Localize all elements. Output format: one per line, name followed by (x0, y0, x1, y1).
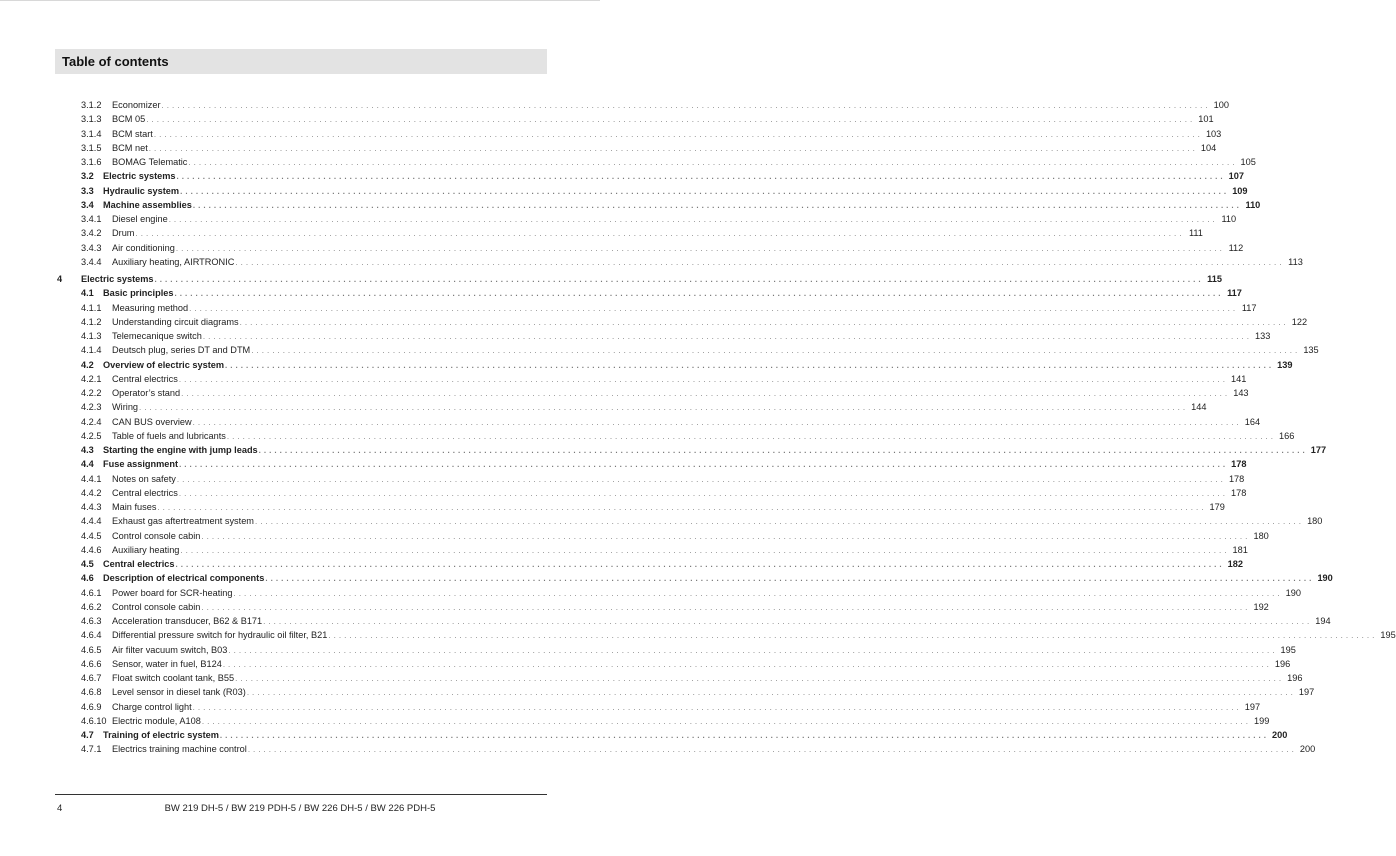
toc-entry-title: Basic principles (103, 288, 174, 299)
toc-dot-leader: . . . . . . . . . . . . . . . . . . . . . . . . . . . . . . . . . . . . . . . . . . . . . . . . . . . . . . . . . . . . . . . . . . . . . . . . . . . . . . . . . . . . . . . . . . . . . . . . . . . . . . . . . . . . . . . . . . . . . . . . . . . . . . . . . . . . . . . . . . . . . . . . . . . . . . . . . . . . . . . . . . . . . . . . . . . . . . . . . . . . . . . . . . . . . . . . . . . . . . . . (153, 129, 1201, 139)
toc-dot-leader: . . . . . . . . . . . . . . . . . . . . . . . . . . . . . . . . . . . . . . . . . . . . . . . . . . . . . . . . . . . . . . . . . . . . . . . . . . . . . . . . . . . . . . . . . . . . . . . . . . . . . . . . . . . . . . . . . . . . . . . . . . . . . . . . . . . . . . . . . . . . . . . . . . . . . . . . . . . . . . . . . . . . . . . . . . . . . . . . . . . . . . . . . . . . . . . . . . . . . . . . (192, 702, 1240, 712)
toc-entry-title: Level sensor in diesel tank (R03) (112, 687, 246, 698)
toc-entry-title: Float switch coolant tank, B55 (112, 673, 235, 683)
toc-entry[interactable] (0, 472, 1245, 486)
toc-entry-page: 122 (1291, 316, 1308, 327)
toc-dot-leader: . . . . . . . . . . . . . . . . . . . . . . . . . . . . . . . . . . . . . . . . . . . . . . . . . . . . . . . . . . . . . . . . . . . . . . . . . . . . . . . . . . . . . . . . . . . . . . . . . . . . . . . . . . . . . . . . . . . . . . . . . . . . . . . . . . . . . . . . . . . . . . . . . . . . . . . . . . . . . . . . . . . . . . . . . . . . . . . . . . . . . . . . . . . . . . . . . . . . . . . . (228, 645, 1275, 655)
toc-dot-leader: . . . . . . . . . . . . . . . . . . . . . . . . . . . . . . . . . . . . . . . . . . . . . . . . . . . . . . . . . . . . . . . . . . . . . . . . . . . . . . . . . . . . . . . . . . . . . . . . . . . . . . . . . . . . . . . . . . . . . . . . . . . . . . . . . . . . . . . . . . . . . . . . . . . . . . . . . . . . . . . . . . . . . . . . . . . . . . . . . . . . . . . . . . . . . . . . . . . . . . . . (148, 143, 1196, 153)
toc-entry[interactable] (0, 728, 1288, 742)
toc-entry[interactable] (0, 155, 1256, 169)
toc-dot-leader: . . . . . . . . . . . . . . . . . . . . . . . . . . . . . . . . . . . . . . . . . . . . . . . . . . . . . . . . . . . . . . . . . . . . . . . . . . . . . . . . . . . . . . . . . . . . . . . . . . . . . . . . . . . . . . . . . . . . . . . . . . . . . . . . . . . . . . . . . . . . . . . . . . . . . . . . . . . . . . . . . . . . . . . . . . . . . . . . . . . . . . . . . . . . . . . . . . . . . . . . (181, 389, 1228, 398)
toc-entry-title: Auxiliary heating, AIRTRONIC (112, 256, 235, 267)
toc-dot-leader: . . . . . . . . . . . . . . . . . . . . . . . . . . . . . . . . . . . . . . . . . . . . . . . . . . . . . . . . . . . . . . . . . . . . . . . . . . . . . . . . . . . . . . . . . . . . . . . . . . . . . . . . . . . . . . . . . . . . . . . . . . . . . . . . . . . . . . . . . . . . . . . . . . . . . . . . . . . . . . . . . . . . . . . . . . . . . . . . . . . . . . . . . . . . . . . . . . . . . . . . (176, 172, 1223, 182)
toc-entry-line (112, 329, 1271, 344)
toc-entry-number: 4.2.4 (81, 416, 102, 427)
toc-entry-line (112, 212, 1237, 227)
toc-entry-number: 4.6.6 (81, 658, 102, 669)
toc-entry[interactable] (0, 429, 1295, 443)
toc-entry-page: 111 (1188, 228, 1203, 239)
toc-entry-page: 166 (1279, 430, 1295, 441)
toc-entry-number: 4.4 (81, 459, 94, 470)
toc-dot-leader: . . . . . . . . . . . . . . . . . . . . . . . . . . . . . . . . . . . . . . . . . . . . . . . . . . . . . . . . . . . . . . . . . . . . . . . . . . . . . . . . . . . . . . . . . . . . . . . . . . . . . . . . . . . . . . . . . . . . . . . . . . . . . . . . . . . . . . . . . . . . . . . . . . . . . . . . . . . . . . . . . . . . . . . . . . . . . . . . . . . . . . . . . . . . . . . . . . . . . . . . (225, 360, 1272, 370)
toc-entry-number: 3.1.6 (81, 157, 102, 167)
toc-entry-number: 4.6.9 (81, 701, 102, 712)
toc-entry[interactable] (0, 415, 1261, 429)
toc-entry[interactable] (0, 301, 1257, 315)
toc-entry-number: 4.6.3 (81, 616, 102, 626)
toc-entry-number: 4.6.1 (81, 587, 102, 598)
toc-entry-line (81, 272, 1222, 287)
toc-entry-page: 101 (1198, 114, 1214, 125)
toc-entry-line (103, 571, 1333, 586)
toc-dot-leader: . . . . . . . . . . . . . . . . . . . . . . . . . . . . . . . . . . . . . . . . . . . . . . . . . . . . . . . . . . . . . . . . . . . . . . . . . . . . . . . . . . . . . . . . . . . . . . . . . . . . . . . . . . . . . . . . . . . . . . . . . . . . . . . . . . . . . . . . . . . . . . . . . . . . . . . . . . . . . . . . . . . . . . . . . . . . . . . . . . . . . . . . . . . . . . . . . . . . . . . . (175, 560, 1222, 569)
toc-entry-title: Fuse assignment (103, 459, 179, 470)
toc-entry-number: 4.1.3 (81, 331, 102, 341)
toc-entry-title: BOMAG Telematic (112, 157, 188, 167)
toc-entry-title: Hydraulic system (103, 185, 180, 196)
toc-entry-page: 110 (1221, 214, 1237, 224)
toc-entry[interactable] (0, 700, 1261, 714)
toc-entry-line (112, 98, 1229, 113)
toc-entry-page: 178 (1228, 473, 1245, 484)
toc-entry-page: 107 (1228, 171, 1244, 182)
toc-entry-line (112, 386, 1249, 401)
toc-entry[interactable] (0, 212, 1237, 226)
toc-entry-title: Notes on safety (112, 473, 176, 484)
toc-entry-line (112, 400, 1207, 415)
toc-entry-page: 117 (1241, 302, 1257, 313)
toc-entry-page: 144 (1191, 402, 1207, 413)
toc-entry[interactable] (0, 571, 1333, 585)
toc-entry-line (103, 286, 1242, 301)
toc-entry-title: Starting the engine with jump leads (103, 445, 258, 455)
toc-entry[interactable] (0, 657, 1291, 671)
footer-page-number: 4 (57, 803, 63, 814)
toc-entry-line (112, 241, 1244, 256)
toc-entry-page: 195 (1280, 644, 1296, 655)
toc-entry-line (103, 169, 1244, 184)
toc-entry-title: Wiring (112, 402, 139, 413)
toc-entry-title: Overview of electric system (103, 359, 225, 370)
toc-entry-number: 4.6.7 (81, 673, 102, 683)
toc-entry-line (112, 543, 1248, 558)
toc-dot-leader: . . . . . . . . . . . . . . . . . . . . . . . . . . . . . . . . . . . . . . . . . . . . . . . . . . . . . . . . . . . . . . . . . . . . . . . . . . . . . . . . . . . . . . . . . . . . . . . . . . . . . . . . . . . . . . . . . . . . . . . . . . . . . . . . . . . . . . . . . . . . . . . . . . . . . . . . . . . . . . . . . . . . . . . . . . . . . . . . . . . . . . . . . . . . . . . . . . . . . . . . (235, 674, 1282, 683)
toc-entry-number: 4.2.1 (81, 373, 102, 384)
toc-entry[interactable] (0, 372, 1247, 386)
toc-entry-number: 4.2.2 (81, 388, 102, 398)
toc-entry-line (112, 514, 1323, 529)
toc-dot-leader: . . . . . . . . . . . . . . . . . . . . . . . . . . . . . . . . . . . . . . . . . . . . . . . . . . . . . . . . . . . . . . . . . . . . . . . . . . . . . . . . . . . . . . . . . . . . . . . . . . . . . . . . . . . . . . . . . . . . . . . . . . . . . . . . . . . . . . . . . . . . . . . . . . . . . . . . . . . . . . . . . . . . . . . . . . . . . . . . . . . . . . . . . . . . . . . . . . . . . . . . (179, 460, 1226, 470)
toc-entry-page: 200 (1299, 744, 1316, 755)
toc-entry-title: Operator’s stand (112, 388, 181, 398)
toc-entry-title: Central electrics (103, 559, 175, 569)
toc-entry-page: 197 (1298, 687, 1315, 698)
toc-entry-page: 194 (1315, 616, 1331, 626)
toc-entry-number: 3.4.3 (81, 242, 102, 253)
toc-entry[interactable] (0, 272, 1222, 286)
toc-entry[interactable] (0, 255, 1303, 269)
toc-entry[interactable] (0, 600, 1269, 614)
table-of-contents (0, 98, 1396, 757)
toc-entry-page: 133 (1254, 331, 1271, 341)
toc-entry-line (112, 714, 1270, 729)
toc-dot-leader: . . . . . . . . . . . . . . . . . . . . . . . . . . . . . . . . . . . . . . . . . . . . . . . . . . . . . . . . . . . . . . . . . . . . . . . . . . . . . . . . . . . . . . . . . . . . . . . . . . . . . . . . . . . . . . . . . . . . . . . . . . . . . . . . . . . . . . . . . . . . . . . . . . . . . . . . . . . . . . . . . . . . . . . . . . . . . . . . . . . . . . . . . . . . . . . . . . . . . . . . (202, 332, 1250, 341)
toc-entry[interactable] (0, 141, 1217, 155)
toc-entry[interactable] (0, 643, 1296, 657)
toc-entry-line (103, 557, 1243, 572)
toc-dot-leader: . . . . . . . . . . . . . . . . . . . . . . . . . . . . . . . . . . . . . . . . . . . . . . . . . . . . . . . . . . . . . . . . . . . . . . . . . . . . . . . . . . . . . . . . . . . . . . . . . . . . . . . . . . . . . . . . . . . . . . . . . . . . . . . . . . . . . . . . . . . . . . . . . . . . . . . . . . . . . . . . . . . . . . . . . . . . . . . . . . . . . . . . . . . . . . . . . . . . . . . . (201, 531, 1248, 541)
toc-dot-leader: . . . . . . . . . . . . . . . . . . . . . . . . . . . . . . . . . . . . . . . . . . . . . . . . . . . . . . . . . . . . . . . . . . . . . . . . . . . . . . . . . . . . . . . . . . . . . . . . . . . . . . . . . . . . . . . . . . . . . . . . . . . . . . . . . . . . . . . . . . . . . . . . . . . . . . . . . . . . . . . . . . . . . . . . . . . . . . . . . . . . . . . . . . . . . . . . . . . . . . . . (233, 588, 1280, 598)
toc-entry-line (103, 443, 1327, 458)
toc-entry-number: 4.7.1 (81, 744, 102, 755)
toc-entry-page: 103 (1205, 128, 1222, 139)
toc-entry-number: 4.6 (81, 573, 94, 584)
toc-entry-title: Air filter vacuum switch, B03 (112, 644, 228, 655)
toc-entry-number: 4.2 (81, 359, 94, 370)
toc-entry[interactable] (0, 671, 1303, 685)
toc-entry-page: 105 (1240, 157, 1256, 167)
toc-entry-page: 178 (1230, 487, 1247, 498)
toc-entry-title: Drum (112, 228, 135, 239)
toc-entry[interactable] (0, 586, 1301, 600)
toc-dot-leader: . . . . . . . . . . . . . . . . . . . . . . . . . . . . . . . . . . . . . . . . . . . . . . . . . . . . . . . . . . . . . . . . . . . . . . . . . . . . . . . . . . . . . . . . . . . . . . . . . . . . . . . . . . . . . . . . . . . . . . . . . . . . . . . . . . . . . . . . . . . . . . . . . . . . . . . . . . . . . . . . . . . . . . . . . . . . . . . . . . . . . . . . . . . . . . . . . . . . . . . . (222, 659, 1270, 669)
toc-dot-leader: . . . . . . . . . . . . . . . . . . . . . . . . . . . . . . . . . . . . . . . . . . . . . . . . . . . . . . . . . . . . . . . . . . . . . . . . . . . . . . . . . . . . . . . . . . . . . . . . . . . . . . . . . . . . . . . . . . . . . . . . . . . . . . . . . . . . . . . . . . . . . . . . . . . . . . . . . . . . . . . . . . . . . . . . . . . . . . . . . . . . . . . . . . . . . . . . . . . . . . . . (135, 229, 1182, 239)
footer-model-list: BW 219 DH-5 / BW 219 PDH-5 / BW 226 DH-5 / BW 226 PDH-5 (164, 803, 436, 814)
toc-entry[interactable] (0, 386, 1249, 400)
toc-entry[interactable] (0, 400, 1207, 414)
toc-dot-leader: . . . . . . . . . . . . . . . . . . . . . . . . . . . . . . . . . . . . . . . . . . . . . . . . . . . . . . . . . . . . . . . . . . . . . . . . . . . . . . . . . . . . . . . . . . . . . . . . . . . . . . . . . . . . . . . . . . . . . . . . . . . . . . . . . . . . . . . . . . . . . . . . . . . . . . . . . . . . . . . . . . . . . . . . . . . . . . . . . . . . . . . . . . . . . . . . . . . . . . . . (178, 374, 1226, 384)
toc-entry-number: 4.4.5 (81, 530, 102, 541)
toc-entry-page: 196 (1274, 658, 1291, 669)
toc-dot-leader: . . . . . . . . . . . . . . . . . . . . . . . . . . . . . . . . . . . . . . . . . . . . . . . . . . . . . . . . . . . . . . . . . . . . . . . . . . . . . . . . . . . . . . . . . . . . . . . . . . . . . . . . . . . . . . . . . . . . . . . . . . . . . . . . . . . . . . . . . . . . . . . . . . . . . . . . . . . . . . . . . . . . . . . . . . . . . . . . . . . . . . . . . . . . . . . . . . . . . . . . (201, 716, 1249, 726)
toc-entry-number: 4.6.10 (81, 715, 107, 726)
page-title (55, 49, 547, 74)
toc-entry-line (112, 372, 1247, 387)
toc-dot-leader: . . . . . . . . . . . . . . . . . . . . . . . . . . . . . . . . . . . . . . . . . . . . . . . . . . . . . . . . . . . . . . . . . . . . . . . . . . . . . . . . . . . . . . . . . . . . . . . . . . . . . . . . . . . . . . . . . . . . . . . . . . . . . . . . . . . . . . . . . . . . . . . . . . . . . . . . . . . . . . . . . . . . . . . . . . . . . . . . . . . . . . . . . . . . . . . . . . . . . . . . (178, 488, 1226, 498)
toc-dot-leader: . . . . . . . . . . . . . . . . . . . . . . . . . . . . . . . . . . . . . . . . . . . . . . . . . . . . . . . . . . . . . . . . . . . . . . . . . . . . . . . . . . . . . . . . . . . . . . . . . . . . . . . . . . . . . . . . . . . . . . . . . . . . . . . . . . . . . . . . . . . . . . . . . . . . . . . . . . . . . . . . . . . . . . . . . . . . . . . . . . . . . . . . . . . . . . . . . . . . . . . . (265, 574, 1312, 584)
toc-dot-leader: . . . . . . . . . . . . . . . . . . . . . . . . . . . . . . . . . . . . . . . . . . . . . . . . . . . . . . . . . . . . . . . . . . . . . . . . . . . . . . . . . . . . . . . . . . . . . . . . . . . . . . . . . . . . . . . . . . . . . . . . . . . . . . . . . . . . . . . . . . . . . . . . . . . . . . . . . . . . . . . . . . . . . . . . . . . . . . . . . . . . . . . . . . . . . . . . . . . . . . . . (258, 446, 1306, 455)
toc-entry-number: 4.6.2 (81, 601, 102, 612)
toc-entry-page: 139 (1277, 359, 1293, 370)
toc-entry-title: Electrics training machine control (112, 744, 247, 755)
toc-dot-leader: . . . . . . . . . . . . . . . . . . . . . . . . . . . . . . . . . . . . . . . . . . . . . . . . . . . . . . . . . . . . . . . . . . . . . . . . . . . . . . . . . . . . . . . . . . . . . . . . . . . . . . . . . . . . . . . . . . . . . . . . . . . . . . . . . . . . . . . . . . . . . . . . . . . . . . . . . . . . . . . . . . . . . . . . . . . . . . . . . . . . . . . . . . . . . . . . . . . . . . . . (176, 474, 1224, 484)
toc-dot-leader: . . . . . . . . . . . . . . . . . . . . . . . . . . . . . . . . . . . . . . . . . . . . . . . . . . . . . . . . . . . . . . . . . . . . . . . . . . . . . . . . . . . . . . . . . . . . . . . . . . . . . . . . . . . . . . . . . . . . . . . . . . . . . . . . . . . . . . . . . . . . . . . . . . . . . . . . . . . . . . . . . . . . . . . . . . . . . . . . . . . . . . . . . . . . . . . . . . . . . . . . (201, 602, 1248, 612)
toc-entry-number: 4.4.6 (81, 544, 102, 555)
toc-entry-line (112, 141, 1217, 156)
toc-entry-page: 190 (1317, 573, 1333, 584)
toc-entry[interactable] (0, 226, 1203, 240)
toc-entry-number: 3.4.2 (81, 228, 102, 239)
toc-entry-number: 3.3 (81, 185, 94, 196)
toc-entry-line (112, 685, 1315, 700)
toc-entry[interactable] (0, 184, 1248, 198)
toc-entry[interactable] (0, 329, 1271, 343)
toc-entry[interactable] (0, 685, 1315, 699)
toc-entry-line (112, 700, 1261, 715)
toc-entry-line (112, 586, 1301, 601)
toc-entry-page: 190 (1285, 587, 1301, 598)
toc-entry[interactable] (0, 358, 1293, 372)
toc-entry[interactable] (0, 198, 1261, 212)
toc-entry-line (112, 415, 1261, 430)
toc-entry-page: 109 (1232, 185, 1248, 196)
toc-entry[interactable] (0, 543, 1248, 557)
toc-entry[interactable] (0, 443, 1327, 457)
toc-entry-line (112, 600, 1269, 615)
toc-entry-line (112, 155, 1256, 170)
toc-entry-number: 4.6.8 (81, 687, 102, 698)
toc-entry-line (112, 486, 1247, 501)
toc-entry[interactable] (0, 343, 1319, 357)
toc-entry-page: 104 (1200, 142, 1217, 153)
toc-entry-title: Economizer (112, 100, 161, 110)
toc-entry[interactable] (0, 500, 1225, 514)
toc-entry-line (112, 628, 1396, 643)
toc-entry-page: 196 (1287, 673, 1303, 683)
toc-entry-line (112, 614, 1331, 629)
toc-entry-title: Telemecanique switch (112, 331, 202, 341)
toc-entry[interactable] (0, 457, 1247, 471)
toc-entry-page: 177 (1310, 445, 1327, 455)
page-title-text: Table of contents (62, 54, 169, 69)
toc-dot-leader: . . . . . . . . . . . . . . . . . . . . . . . . . . . . . . . . . . . . . . . . . . . . . . . . . . . . . . . . . . . . . . . . . . . . . . . . . . . . . . . . . . . . . . . . . . . . . . . . . . . . . . . . . . . . . . . . . . . . . . . . . . . . . . . . . . . . . . . . . . . . . . . . . . . . . . . . . . . . . . . . . . . . . . . . . . . . . . . . . . . . . . . . . . . . . . . . . . . . . . . . (251, 346, 1298, 356)
toc-entry[interactable] (0, 98, 1229, 112)
toc-entry-title: Deutsch plug, series DT and DTM (112, 345, 251, 356)
toc-dot-leader: . . . . . . . . . . . . . . . . . . . . . . . . . . . . . . . . . . . . . . . . . . . . . . . . . . . . . . . . . . . . . . . . . . . . . . . . . . . . . . . . . . . . . . . . . . . . . . . . . . . . . . . . . . . . . . . . . . . . . . . . . . . . . . . . . . . . . . . . . . . . . . . . . . . . . . . . . . . . . . . . . . . . . . . . . . . . . . . . . . . . . . . . . . . . . . . . . . . . . . . . (328, 631, 1375, 641)
toc-dot-leader: . . . . . . . . . . . . . . . . . . . . . . . . . . . . . . . . . . . . . . . . . . . . . . . . . . . . . . . . . . . . . . . . . . . . . . . . . . . . . . . . . . . . . . . . . . . . . . . . . . . . . . . . . . . . . . . . . . . . . . . . . . . . . . . . . . . . . . . . . . . . . . . . . . . . . . . . . . . . . . . . . . . . . . . . . . . . . . . . . . . . . . . . . . . . . . . . . . . . . . . . (192, 417, 1240, 427)
toc-entry-number: 3.2 (81, 171, 94, 182)
toc-dot-leader: . . . . . . . . . . . . . . . . . . . . . . . . . . . . . . . . . . . . . . . . . . . . . . . . . . . . . . . . . . . . . . . . . . . . . . . . . . . . . . . . . . . . . . . . . . . . . . . . . . . . . . . . . . . . . . . . . . . . . . . . . . . . . . . . . . . . . . . . . . . . . . . . . . . . . . . . . . . . . . . . . . . . . . . . . . . . . . . . . . . . . . . . . . . . . . . . . . . . . . . . (180, 545, 1227, 555)
toc-entry-page: 199 (1253, 715, 1270, 726)
toc-entry-page: 178 (1231, 459, 1247, 470)
toc-entry-page: 110 (1245, 199, 1261, 210)
toc-entry-page: 181 (1232, 544, 1248, 555)
toc-entry-title: Training of electric system (103, 730, 219, 740)
toc-entry-number: 4.4.4 (81, 516, 102, 527)
toc-entry-title: Acceleration transducer, B62 & B171 (112, 616, 263, 626)
footer-divider (55, 794, 547, 795)
toc-dot-leader: . . . . . . . . . . . . . . . . . . . . . . . . . . . . . . . . . . . . . . . . . . . . . . . . . . . . . . . . . . . . . . . . . . . . . . . . . . . . . . . . . . . . . . . . . . . . . . . . . . . . . . . . . . . . . . . . . . . . . . . . . . . . . . . . . . . . . . . . . . . . . . . . . . . . . . . . . . . . . . . . . . . . . . . . . . . . . . . . . . . . . . . . . . . . . . . . . . . . . . . . (188, 158, 1235, 167)
toc-entry-number: 3.1.3 (81, 114, 102, 125)
toc-dot-leader: . . . . . . . . . . . . . . . . . . . . . . . . . . . . . . . . . . . . . . . . . . . . . . . . . . . . . . . . . . . . . . . . . . . . . . . . . . . . . . . . . . . . . . . . . . . . . . . . . . . . . . . . . . . . . . . . . . . . . . . . . . . . . . . . . . . . . . . . . . . . . . . . . . . . . . . . . . . . . . . . . . . . . . . . . . . . . . . . . . . . . . . . . . . . . . . . . . . . . . . . (189, 303, 1236, 313)
toc-entry-page: 115 (1207, 274, 1222, 284)
toc-entry[interactable] (0, 529, 1269, 543)
toc-entry-number: 3.4.1 (81, 214, 102, 224)
toc-entry-title: Charge control light (112, 701, 192, 712)
toc-entry-title: CAN BUS overview (112, 416, 192, 427)
toc-entry-line (112, 315, 1308, 330)
toc-entry-number: 3.4.4 (81, 256, 102, 267)
toc-entry-line (112, 472, 1245, 487)
toc-dot-leader: . . . . . . . . . . . . . . . . . . . . . . . . . . . . . . . . . . . . . . . . . . . . . . . . . . . . . . . . . . . . . . . . . . . . . . . . . . . . . . . . . . . . . . . . . . . . . . . . . . . . . . . . . . . . . . . . . . . . . . . . . . . . . . . . . . . . . . . . . . . . . . . . . . . . . . . . . . . . . . . . . . . . . . . . . . . . . . . . . . . . . . . . . . . . . . . . . . . . . . . . (246, 688, 1294, 698)
toc-entry-line (112, 742, 1316, 757)
toc-entry-title: Exhaust gas aftertreatment system (112, 516, 254, 527)
toc-entry[interactable] (0, 557, 1243, 571)
toc-entry-line (112, 301, 1257, 316)
toc-entry-page: 113 (1288, 256, 1303, 267)
toc-entry-title: Electric systems (103, 171, 176, 182)
toc-entry-line (112, 127, 1222, 142)
toc-entry[interactable] (0, 241, 1244, 255)
toc-entry-line (103, 728, 1288, 743)
toc-entry-page: 100 (1213, 100, 1229, 110)
toc-entry-title: Understanding circuit diagrams (112, 316, 239, 327)
toc-entry-number: 4.4.3 (81, 502, 102, 512)
toc-dot-leader: . . . . . . . . . . . . . . . . . . . . . . . . . . . . . . . . . . . . . . . . . . . . . . . . . . . . . . . . . . . . . . . . . . . . . . . . . . . . . . . . . . . . . . . . . . . . . . . . . . . . . . . . . . . . . . . . . . . . . . . . . . . . . . . . . . . . . . . . . . . . . . . . . . . . . . . . . . . . . . . . . . . . . . . . . . . . . . . . . . . . . . . . . . . . . . . . . . . . . . . . (175, 243, 1223, 253)
toc-entry-line (112, 255, 1303, 270)
toc-entry[interactable] (0, 286, 1242, 300)
toc-entry-number: 3.1.4 (81, 128, 102, 139)
toc-entry-title: Machine assemblies (103, 199, 192, 210)
toc-entry[interactable] (0, 628, 1396, 642)
toc-dot-leader: . . . . . . . . . . . . . . . . . . . . . . . . . . . . . . . . . . . . . . . . . . . . . . . . . . . . . . . . . . . . . . . . . . . . . . . . . . . . . . . . . . . . . . . . . . . . . . . . . . . . . . . . . . . . . . . . . . . . . . . . . . . . . . . . . . . . . . . . . . . . . . . . . . . . . . . . . . . . . . . . . . . . . . . . . . . . . . . . . . . . . . . . . . . . . . . . . . . . . . . . (254, 517, 1302, 527)
toc-entry-page: 164 (1244, 416, 1261, 427)
toc-entry-line (112, 226, 1203, 241)
toc-entry-title: Electric systems (81, 274, 154, 284)
toc-entry-title: Control console cabin (112, 530, 201, 541)
toc-entry-line (112, 529, 1269, 544)
toc-entry-line (112, 429, 1295, 444)
toc-entry[interactable] (0, 742, 1316, 756)
toc-entry-line (112, 500, 1225, 515)
toc-entry-page: 143 (1233, 388, 1249, 398)
toc-dot-leader: . . . . . . . . . . . . . . . . . . . . . . . . . . . . . . . . . . . . . . . . . . . . . . . . . . . . . . . . . . . . . . . . . . . . . . . . . . . . . . . . . . . . . . . . . . . . . . . . . . . . . . . . . . . . . . . . . . . . . . . . . . . . . . . . . . . . . . . . . . . . . . . . . . . . . . . . . . . . . . . . . . . . . . . . . . . . . . . . . . . . . . . . . . . . . . . . . . . . . . . . (219, 731, 1267, 740)
toc-entry-line (112, 343, 1319, 358)
toc-dot-leader: . . . . . . . . . . . . . . . . . . . . . . . . . . . . . . . . . . . . . . . . . . . . . . . . . . . . . . . . . . . . . . . . . . . . . . . . . . . . . . . . . . . . . . . . . . . . . . . . . . . . . . . . . . . . . . . . . . . . . . . . . . . . . . . . . . . . . . . . . . . . . . . . . . . . . . . . . . . . . . . . . . . . . . . . . . . . . . . . . . . . . . . . . . . . . . . . . . . . . . . . (168, 215, 1216, 224)
toc-dot-leader: . . . . . . . . . . . . . . . . . . . . . . . . . . . . . . . . . . . . . . . . . . . . . . . . . . . . . . . . . . . . . . . . . . . . . . . . . . . . . . . . . . . . . . . . . . . . . . . . . . . . . . . . . . . . . . . . . . . . . . . . . . . . . . . . . . . . . . . . . . . . . . . . . . . . . . . . . . . . . . . . . . . . . . . . . . . . . . . . . . . . . . . . . . . . . . . . . . . . . . . . (174, 289, 1221, 299)
toc-entry-number: 3.1.2 (81, 100, 102, 110)
toc-entry[interactable] (0, 315, 1308, 329)
toc-entry-title: Control console cabin (112, 601, 201, 612)
toc-entry-page: 180 (1253, 530, 1269, 541)
toc-dot-leader: . . . . . . . . . . . . . . . . . . . . . . . . . . . . . . . . . . . . . . . . . . . . . . . . . . . . . . . . . . . . . . . . . . . . . . . . . . . . . . . . . . . . . . . . . . . . . . . . . . . . . . . . . . . . . . . . . . . . . . . . . . . . . . . . . . . . . . . . . . . . . . . . . . . . . . . . . . . . . . . . . . . . . . . . . . . . . . . . . . . . . . . . . . . . . . . . . . . . . . . . (157, 503, 1204, 512)
toc-entry-page: 192 (1253, 601, 1269, 612)
toc-entry-title: Differential pressure switch for hydraulic oil filter, B21 (112, 630, 328, 641)
toc-entry[interactable] (0, 714, 1270, 728)
toc-dot-leader: . . . . . . . . . . . . . . . . . . . . . . . . . . . . . . . . . . . . . . . . . . . . . . . . . . . . . . . . . . . . . . . . . . . . . . . . . . . . . . . . . . . . . . . . . . . . . . . . . . . . . . . . . . . . . . . . . . . . . . . . . . . . . . . . . . . . . . . . . . . . . . . . . . . . . . . . . . . . . . . . . . . . . . . . . . . . . . . . . . . . . . . . . . . . . . . . . . . . . . . . (239, 317, 1287, 327)
toc-entry-line (103, 184, 1248, 199)
toc-entry-number: 4.2.3 (81, 402, 102, 413)
toc-entry-number: 4.2.5 (81, 430, 102, 441)
toc-dot-leader: . . . . . . . . . . . . . . . . . . . . . . . . . . . . . . . . . . . . . . . . . . . . . . . . . . . . . . . . . . . . . . . . . . . . . . . . . . . . . . . . . . . . . . . . . . . . . . . . . . . . . . . . . . . . . . . . . . . . . . . . . . . . . . . . . . . . . . . . . . . . . . . . . . . . . . . . . . . . . . . . . . . . . . . . . . . . . . . . . . . . . . . . . . . . . . . . . . . . . . . . (247, 745, 1295, 755)
toc-dot-leader: . . . . . . . . . . . . . . . . . . . . . . . . . . . . . . . . . . . . . . . . . . . . . . . . . . . . . . . . . . . . . . . . . . . . . . . . . . . . . . . . . . . . . . . . . . . . . . . . . . . . . . . . . . . . . . . . . . . . . . . . . . . . . . . . . . . . . . . . . . . . . . . . . . . . . . . . . . . . . . . . . . . . . . . . . . . . . . . . . . . . . . . . . . . . . . . . . . . . . . . . (180, 186, 1227, 196)
toc-entry-number: 4.1.2 (81, 316, 102, 327)
toc-entry-number: 3.1.5 (81, 142, 102, 153)
toc-entry-title: Sensor, water in fuel, B124 (112, 658, 222, 669)
toc-entry-line (103, 358, 1293, 373)
toc-entry-title: Electric module, A108 (112, 715, 201, 726)
toc-entry-number: 4 (57, 274, 63, 284)
toc-entry-page: 182 (1227, 559, 1243, 569)
toc-entry-line (112, 112, 1214, 127)
toc-entry-number: 4.6.4 (81, 630, 102, 641)
toc-entry[interactable] (0, 514, 1323, 528)
toc-dot-leader: . . . . . . . . . . . . . . . . . . . . . . . . . . . . . . . . . . . . . . . . . . . . . . . . . . . . . . . . . . . . . . . . . . . . . . . . . . . . . . . . . . . . . . . . . . . . . . . . . . . . . . . . . . . . . . . . . . . . . . . . . . . . . . . . . . . . . . . . . . . . . . . . . . . . . . . . . . . . . . . . . . . . . . . . . . . . . . . . . . . . . . . . . . . . . . . . . . . . . . . . (139, 403, 1186, 413)
toc-entry-line (112, 643, 1296, 658)
toc-entry-line (112, 657, 1291, 672)
toc-entry-title: Auxiliary heating (112, 544, 180, 555)
toc-dot-leader: . . . . . . . . . . . . . . . . . . . . . . . . . . . . . . . . . . . . . . . . . . . . . . . . . . . . . . . . . . . . . . . . . . . . . . . . . . . . . . . . . . . . . . . . . . . . . . . . . . . . . . . . . . . . . . . . . . . . . . . . . . . . . . . . . . . . . . . . . . . . . . . . . . . . . . . . . . . . . . . . . . . . . . . . . . . . . . . . . . . . . . . . . . . . . . . . . . . . . . . . (154, 275, 1201, 284)
toc-entry-line (103, 457, 1247, 472)
toc-entry[interactable] (0, 112, 1214, 126)
toc-entry-page: 117 (1227, 288, 1242, 299)
toc-entry-number: 4.1.4 (81, 345, 102, 356)
toc-entry-line (103, 198, 1261, 213)
toc-dot-leader: . . . . . . . . . . . . . . . . . . . . . . . . . . . . . . . . . . . . . . . . . . . . . . . . . . . . . . . . . . . . . . . . . . . . . . . . . . . . . . . . . . . . . . . . . . . . . . . . . . . . . . . . . . . . . . . . . . . . . . . . . . . . . . . . . . . . . . . . . . . . . . . . . . . . . . . . . . . . . . . . . . . . . . . . . . . . . . . . . . . . . . . . . . . . . . . . . . . . . . . . (226, 431, 1274, 441)
toc-entry-page: 179 (1209, 502, 1225, 512)
toc-entry-title: Table of fuels and lubricants (112, 430, 226, 441)
toc-entry-number: 4.7 (81, 730, 94, 740)
toc-entry-title: Air conditioning (112, 242, 175, 253)
toc-entry-number: 3.4 (81, 199, 94, 210)
toc-entry-title: BCM 05 (112, 114, 146, 125)
toc-entry-page: 112 (1228, 242, 1244, 253)
toc-entry-number: 4.6.5 (81, 644, 102, 655)
toc-entry[interactable] (0, 614, 1331, 628)
toc-entry-title: Central electrics (112, 373, 178, 384)
toc-entry-page: 135 (1303, 345, 1319, 356)
toc-dot-leader: . . . . . . . . . . . . . . . . . . . . . . . . . . . . . . . . . . . . . . . . . . . . . . . . . . . . . . . . . . . . . . . . . . . . . . . . . . . . . . . . . . . . . . . . . . . . . . . . . . . . . . . . . . . . . . . . . . . . . . . . . . . . . . . . . . . . . . . . . . . . . . . . . . . . . . . . . . . . . . . . . . . . . . . . . . . . . . . . . . . . . . . . . . . . . . . . . . . . . . . . (161, 101, 1208, 110)
toc-entry-title: Diesel engine (112, 214, 168, 224)
toc-entry-number: 4.4.1 (81, 473, 102, 484)
toc-entry-line (112, 671, 1303, 686)
toc-entry-number: 4.1.1 (81, 302, 102, 313)
toc-entry-title: BCM start (112, 128, 153, 139)
toc-entry-page: 200 (1272, 730, 1288, 740)
toc-entry-title: Power board for SCR-heating (112, 587, 233, 598)
toc-entry-title: Main fuses (112, 502, 157, 512)
toc-entry-page: 141 (1230, 373, 1247, 384)
toc-entry-title: Central electrics (112, 487, 178, 498)
toc-entry-page: 197 (1244, 701, 1261, 712)
toc-entry-number: 4.4.2 (81, 487, 102, 498)
toc-entry-number: 4.3 (81, 445, 94, 455)
toc-entry-page: 195 (1380, 630, 1396, 641)
toc-entry-title: Description of electrical components (103, 573, 265, 584)
toc-dot-leader: . . . . . . . . . . . . . . . . . . . . . . . . . . . . . . . . . . . . . . . . . . . . . . . . . . . . . . . . . . . . . . . . . . . . . . . . . . . . . . . . . . . . . . . . . . . . . . . . . . . . . . . . . . . . . . . . . . . . . . . . . . . . . . . . . . . . . . . . . . . . . . . . . . . . . . . . . . . . . . . . . . . . . . . . . . . . . . . . . . . . . . . . . . . . . . . . . . . . . . . . (235, 257, 1282, 267)
toc-dot-leader: . . . . . . . . . . . . . . . . . . . . . . . . . . . . . . . . . . . . . . . . . . . . . . . . . . . . . . . . . . . . . . . . . . . . . . . . . . . . . . . . . . . . . . . . . . . . . . . . . . . . . . . . . . . . . . . . . . . . . . . . . . . . . . . . . . . . . . . . . . . . . . . . . . . . . . . . . . . . . . . . . . . . . . . . . . . . . . . . . . . . . . . . . . . . . . . . . . . . . . . . (192, 200, 1240, 210)
toc-entry-number: 4.1 (81, 288, 94, 299)
toc-dot-leader: . . . . . . . . . . . . . . . . . . . . . . . . . . . . . . . . . . . . . . . . . . . . . . . . . . . . . . . . . . . . . . . . . . . . . . . . . . . . . . . . . . . . . . . . . . . . . . . . . . . . . . . . . . . . . . . . . . . . . . . . . . . . . . . . . . . . . . . . . . . . . . . . . . . . . . . . . . . . . . . . . . . . . . . . . . . . . . . . . . . . . . . . . . . . . . . . . . . . . . . . (146, 115, 1193, 125)
toc-dot-leader: . . . . . . . . . . . . . . . . . . . . . . . . . . . . . . . . . . . . . . . . . . . . . . . . . . . . . . . . . . . . . . . . . . . . . . . . . . . . . . . . . . . . . . . . . . . . . . . . . . . . . . . . . . . . . . . . . . . . . . . . . . . . . . . . . . . . . . . . . . . . . . . . . . . . . . . . . . . . . . . . . . . . . . . . . . . . . . . . . . . . . . . . . . . . . . . . . . . . . . . . (263, 617, 1310, 626)
toc-entry-page: 180 (1307, 516, 1323, 527)
toc-entry-title: BCM net (112, 142, 148, 153)
toc-entry[interactable] (0, 169, 1244, 183)
page-top-border (0, 0, 600, 1)
toc-entry-number: 4.5 (81, 559, 94, 569)
toc-entry[interactable] (0, 486, 1247, 500)
toc-entry-title: Measuring method (112, 302, 189, 313)
toc-entry[interactable] (0, 127, 1222, 141)
